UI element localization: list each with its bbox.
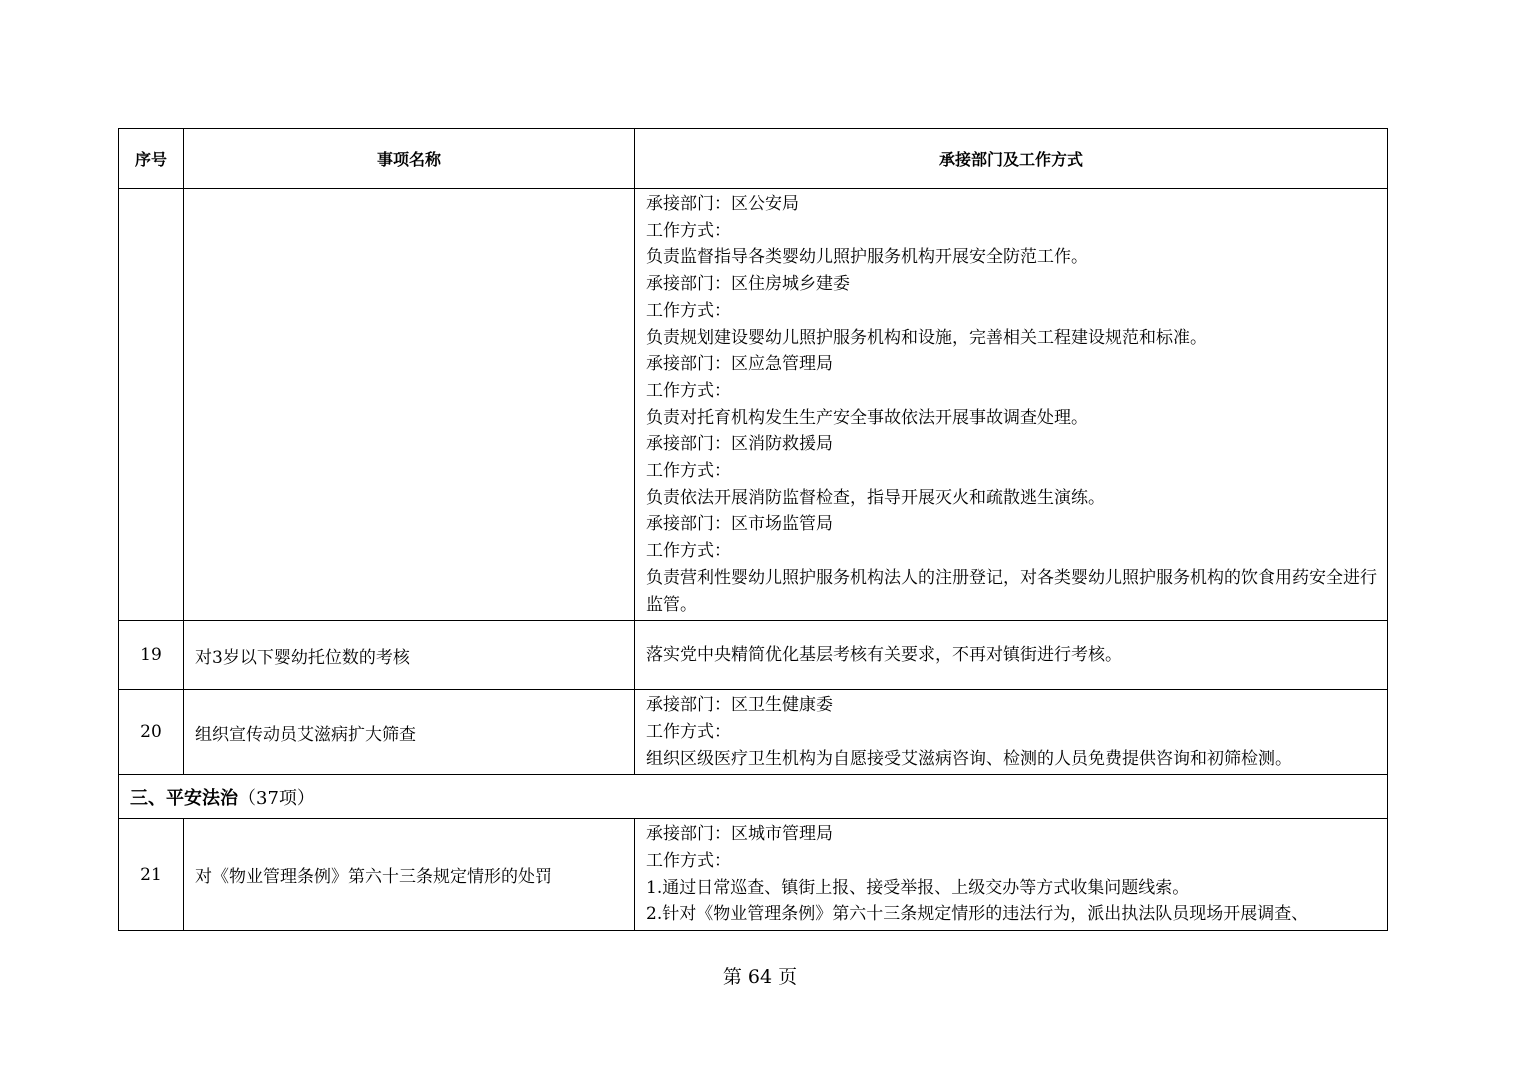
section-count: （37项）	[238, 787, 315, 809]
detail-line: 负责规划建设婴幼儿照护服务机构和设施，完善相关工程建设规范和标准。	[646, 327, 1207, 348]
row-item-name	[184, 189, 635, 621]
row-dept-method	[635, 621, 1388, 690]
service-items-table	[118, 128, 1388, 931]
table-row	[119, 621, 1388, 690]
table-header-row	[119, 129, 1388, 189]
row-dept-method	[635, 819, 1388, 931]
section-heading	[119, 775, 1388, 819]
header-item-name: 事项名称	[184, 129, 635, 189]
detail-line: 工作方式：	[646, 220, 731, 241]
row-item-name: 对《物业管理条例》第六十三条规定情形的处罚	[184, 819, 635, 931]
row-dept-method	[635, 189, 1388, 621]
detail-line: 负责对托育机构发生生产安全事故依法开展事故调查处理。	[646, 407, 1088, 428]
detail-line: 负责依法开展消防监督检查，指导开展灭火和疏散逃生演练。	[646, 487, 1105, 508]
row-seq: 19	[119, 621, 184, 690]
row-item-name: 对3岁以下婴幼托位数的考核	[184, 621, 635, 690]
detail-line: 承接部门：区城市管理局	[646, 824, 833, 845]
row-item-name: 组织宣传动员艾滋病扩大筛查	[184, 690, 635, 775]
row-seq: 20	[119, 690, 184, 775]
detail-line: 工作方式：	[646, 851, 731, 872]
row-seq: 21	[119, 819, 184, 931]
detail-line: 负责监督指导各类婴幼儿照护服务机构开展安全防范工作。	[646, 247, 1088, 268]
detail-line: 工作方式：	[646, 461, 731, 482]
detail-line: 工作方式：	[646, 300, 731, 321]
table-row	[119, 690, 1388, 775]
detail-line: 工作方式：	[646, 380, 731, 401]
detail-line: 承接部门：区消防救援局	[646, 434, 833, 455]
row-seq	[119, 189, 184, 621]
row-dept-method	[635, 690, 1388, 775]
table-row	[119, 819, 1388, 931]
detail-line: 负责营利性婴幼儿照护服务机构法人的注册登记，对各类婴幼儿照护服务机构的饮食用药安全进行监管。	[646, 567, 1377, 615]
detail-line: 承接部门：区应急管理局	[646, 354, 833, 375]
header-seq: 序号	[119, 129, 184, 189]
page-number: 第 64 页	[722, 966, 798, 988]
detail-line: 工作方式：	[646, 721, 731, 742]
detail-line: 承接部门：区住房城乡建委	[646, 274, 850, 295]
detail-line: 承接部门：区卫生健康委	[646, 695, 833, 716]
detail-line: 2.针对《物业管理条例》第六十三条规定情形的违法行为，派出执法队员现场开展调查、	[646, 904, 1309, 925]
section-title: 三、平安法治	[130, 787, 238, 809]
detail-line: 工作方式：	[646, 541, 731, 562]
detail-line: 落实党中央精简优化基层考核有关要求，不再对镇街进行考核。	[646, 644, 1122, 665]
detail-line: 1.通过日常巡查、镇街上报、接受举报、上级交办等方式收集问题线索。	[646, 877, 1190, 898]
detail-line: 组织区级医疗卫生机构为自愿接受艾滋病咨询、检测的人员免费提供咨询和初筛检测。	[646, 748, 1292, 769]
detail-line: 承接部门：区公安局	[646, 194, 799, 214]
header-dept-method: 承接部门及工作方式	[635, 129, 1388, 189]
section-heading-row	[119, 775, 1388, 819]
detail-line: 承接部门：区市场监管局	[646, 514, 833, 535]
table-row	[119, 189, 1388, 621]
